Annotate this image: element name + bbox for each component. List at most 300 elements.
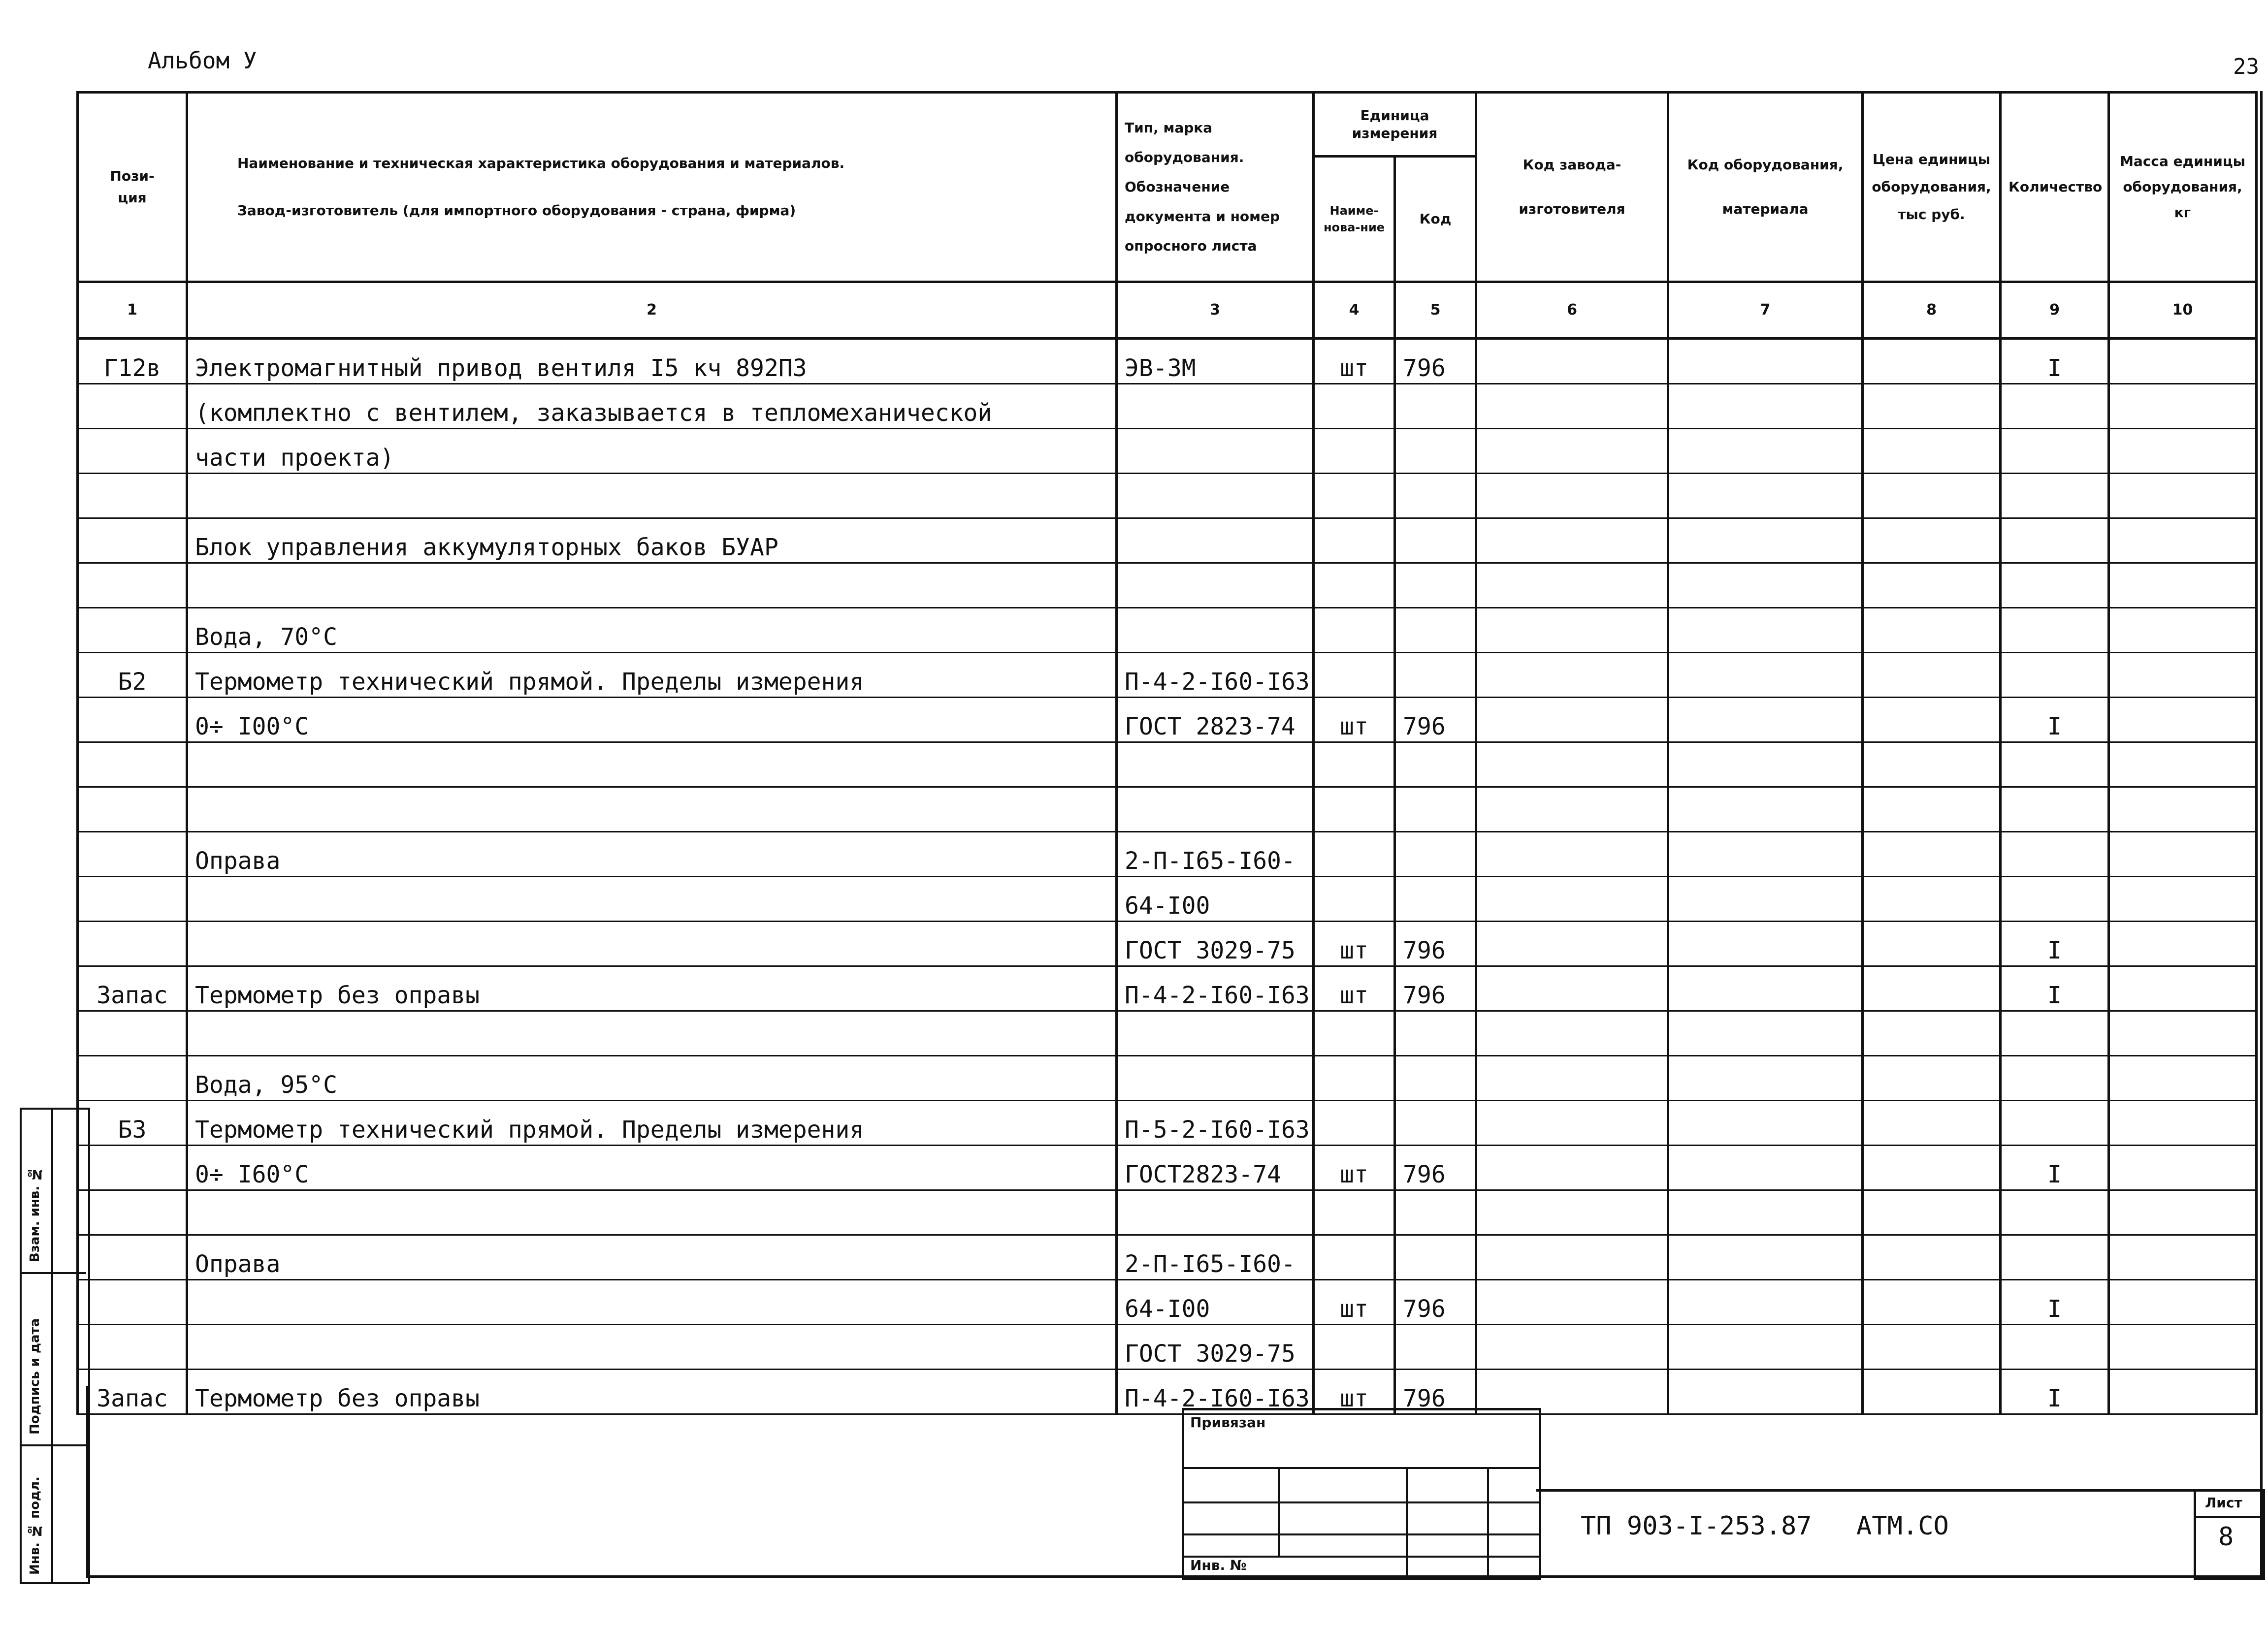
row-unit-code (1395, 563, 1476, 608)
row-mass (2109, 877, 2257, 922)
row-name (187, 1325, 1117, 1370)
row-position (78, 742, 187, 787)
row-name (187, 1190, 1117, 1235)
row-name: Вода, 95°С (187, 1056, 1117, 1101)
row-quantity: I (2001, 1146, 2109, 1190)
column-number: 5 (1395, 282, 1476, 339)
row-name (187, 563, 1117, 608)
row-position (78, 1280, 187, 1325)
row-unit-code (1395, 877, 1476, 922)
row-price (1863, 653, 2001, 698)
table-row (78, 563, 2257, 608)
row-unit-code (1395, 742, 1476, 787)
column-number: 6 (1476, 282, 1668, 339)
header-factory-code: Код завода-изготовителя (1476, 93, 1668, 282)
row-position (78, 474, 187, 518)
row-price (1863, 384, 2001, 429)
header-price: Цена единицы оборудования, тыс руб. (1863, 93, 2001, 282)
row-position (78, 1146, 187, 1190)
table-row (78, 742, 2257, 787)
row-factory-code (1476, 742, 1668, 787)
table-row (78, 653, 2257, 698)
stamp-rule (1184, 1533, 1539, 1535)
column-number-row (78, 282, 2257, 339)
row-unit-code (1395, 653, 1476, 698)
row-quantity (2001, 1056, 2109, 1101)
row-equipment-code (1668, 384, 1863, 429)
row-price (1863, 1325, 2001, 1370)
row-price (1863, 698, 2001, 742)
row-factory-code (1476, 563, 1668, 608)
row-unit: шт (1314, 922, 1395, 966)
row-equipment-code (1668, 474, 1863, 518)
row-unit-code (1395, 1101, 1476, 1146)
row-unit: шт (1314, 1280, 1395, 1325)
row-unit (1314, 1011, 1395, 1056)
table-row (78, 1190, 2257, 1235)
attachment-stamp (1182, 1408, 1541, 1580)
row-type (1117, 563, 1314, 608)
table-row (78, 698, 2257, 742)
row-equipment-code (1668, 518, 1863, 563)
row-quantity (2001, 1101, 2109, 1146)
side-stamp-divider (22, 1444, 86, 1446)
column-number: 8 (1863, 282, 2001, 339)
row-mass (2109, 563, 2257, 608)
row-quantity: I (2001, 339, 2109, 384)
row-position (78, 1056, 187, 1101)
row-equipment-code (1668, 1190, 1863, 1235)
row-name: Термометр без оправы (187, 1370, 1117, 1414)
row-name: Термометр технический прямой. Пределы измерения (187, 1101, 1117, 1146)
column-number: 1 (78, 282, 187, 339)
row-equipment-code (1668, 608, 1863, 653)
row-quantity (2001, 787, 2109, 832)
row-quantity (2001, 1325, 2109, 1370)
stamp-rule (1184, 1501, 1539, 1503)
row-price (1863, 1056, 2001, 1101)
sheet-rule (2196, 1516, 2263, 1518)
row-unit-code (1395, 1235, 1476, 1280)
row-name: 0÷ I00°С (187, 698, 1117, 742)
row-unit (1314, 1101, 1395, 1146)
corner-page-number: 23 (2233, 54, 2259, 79)
row-equipment-code (1668, 832, 1863, 877)
row-type: ГОСТ 3029-75 (1117, 1325, 1314, 1370)
row-quantity (2001, 1235, 2109, 1280)
row-equipment-code (1668, 653, 1863, 698)
table-row (78, 966, 2257, 1011)
row-unit-code (1395, 384, 1476, 429)
row-mass (2109, 1190, 2257, 1235)
row-equipment-code (1668, 787, 1863, 832)
row-unit-code (1395, 832, 1476, 877)
row-factory-code (1476, 474, 1668, 518)
row-price (1863, 1146, 2001, 1190)
row-factory-code (1476, 877, 1668, 922)
row-price (1863, 608, 2001, 653)
row-unit-code: 796 (1395, 1146, 1476, 1190)
header-equipment-code: Код оборудования, материала (1668, 93, 1863, 282)
row-unit: шт (1314, 1146, 1395, 1190)
table-row (78, 877, 2257, 922)
header-mass: Масса единицы оборудования, кг (2109, 93, 2257, 282)
row-type: 64-I00 (1117, 1280, 1314, 1325)
row-name: 0÷ I60°С (187, 1146, 1117, 1190)
row-price (1863, 518, 2001, 563)
row-mass (2109, 429, 2257, 474)
table-row (78, 832, 2257, 877)
row-unit (1314, 1056, 1395, 1101)
title-block-top-line (1536, 1489, 2263, 1492)
row-unit (1314, 518, 1395, 563)
row-factory-code (1476, 832, 1668, 877)
row-name: (комплектно с вентилем, заказывается в тепломеханической (187, 384, 1117, 429)
table-body (78, 339, 2257, 1414)
side-stamp-replace-label: Взам. инв. № (28, 1166, 42, 1262)
column-number: 10 (2109, 282, 2257, 339)
table-row (78, 608, 2257, 653)
row-unit-code (1395, 518, 1476, 563)
row-position (78, 787, 187, 832)
row-unit (1314, 1325, 1395, 1370)
row-equipment-code (1668, 1056, 1863, 1101)
side-stamp-inv-label: Инв. № подл. (28, 1476, 42, 1575)
row-mass (2109, 1325, 2257, 1370)
row-position (78, 922, 187, 966)
table-row (78, 474, 2257, 518)
row-quantity (2001, 563, 2109, 608)
side-stamp-divider (22, 1272, 86, 1274)
frame-bottom-line (86, 1575, 2263, 1578)
stamp-rule (1487, 1467, 1489, 1578)
table-row (78, 922, 2257, 966)
row-mass (2109, 1056, 2257, 1101)
row-name (187, 742, 1117, 787)
row-type: 2-П-I65-I60- (1117, 1235, 1314, 1280)
row-position (78, 563, 187, 608)
table-row (78, 429, 2257, 474)
row-price (1863, 1011, 2001, 1056)
row-price (1863, 1190, 2001, 1235)
row-unit (1314, 742, 1395, 787)
row-type (1117, 429, 1314, 474)
table-row (78, 1056, 2257, 1101)
row-position (78, 518, 187, 563)
row-quantity: I (2001, 698, 2109, 742)
row-factory-code (1476, 966, 1668, 1011)
row-unit (1314, 1190, 1395, 1235)
row-price (1863, 1280, 2001, 1325)
row-unit-code: 796 (1395, 922, 1476, 966)
row-factory-code (1476, 653, 1668, 698)
table-row (78, 787, 2257, 832)
row-price (1863, 1370, 2001, 1414)
row-unit-code (1395, 429, 1476, 474)
side-stamp (20, 1108, 90, 1584)
row-unit-code (1395, 1190, 1476, 1235)
row-mass (2109, 787, 2257, 832)
table-row (78, 1235, 2257, 1280)
row-type (1117, 1011, 1314, 1056)
row-unit-code: 796 (1395, 966, 1476, 1011)
row-mass (2109, 608, 2257, 653)
row-unit-code: 796 (1395, 1370, 1476, 1414)
row-type: 2-П-I65-I60- (1117, 832, 1314, 877)
row-unit-code (1395, 1056, 1476, 1101)
header-unit-name: Наиме-нова-ние (1314, 157, 1395, 282)
row-factory-code (1476, 1190, 1668, 1235)
row-type (1117, 787, 1314, 832)
row-name: Вода, 70°С (187, 608, 1117, 653)
document-number: ТП 903-I-253.87 (1581, 1511, 1812, 1541)
equipment-specification-table (76, 91, 2258, 1415)
row-factory-code (1476, 518, 1668, 563)
row-unit-code (1395, 608, 1476, 653)
row-unit (1314, 384, 1395, 429)
row-price (1863, 563, 2001, 608)
row-type: П-4-2-I60-I63 (1117, 653, 1314, 698)
row-equipment-code (1668, 1146, 1863, 1190)
row-mass (2109, 653, 2257, 698)
row-unit: шт (1314, 698, 1395, 742)
row-unit: шт (1314, 966, 1395, 1011)
row-unit-code: 796 (1395, 339, 1476, 384)
row-unit (1314, 653, 1395, 698)
row-factory-code (1476, 1235, 1668, 1280)
table-row (78, 384, 2257, 429)
row-name (187, 474, 1117, 518)
table-row (78, 518, 2257, 563)
column-number: 9 (2001, 282, 2109, 339)
row-quantity (2001, 653, 2109, 698)
row-quantity: I (2001, 1370, 2109, 1414)
row-factory-code (1476, 1146, 1668, 1190)
row-unit-code (1395, 474, 1476, 518)
row-factory-code (1476, 1056, 1668, 1101)
row-quantity (2001, 1011, 2109, 1056)
sheet-number: 8 (2218, 1522, 2234, 1552)
table-row (78, 1370, 2257, 1414)
row-price (1863, 1101, 2001, 1146)
row-equipment-code (1668, 339, 1863, 384)
row-factory-code (1476, 922, 1668, 966)
row-price (1863, 474, 2001, 518)
row-factory-code (1476, 1101, 1668, 1146)
row-name: части проекта) (187, 429, 1117, 474)
row-equipment-code (1668, 1370, 1863, 1414)
row-type: ГОСТ 3029-75 (1117, 922, 1314, 966)
row-type: П-4-2-I60-I63 (1117, 966, 1314, 1011)
row-mass (2109, 966, 2257, 1011)
row-name: Электромагнитный привод вентиля I5 кч 892П3 (187, 339, 1117, 384)
header-unit: Единица измерения (1314, 93, 1476, 157)
row-equipment-code (1668, 1011, 1863, 1056)
row-price (1863, 742, 2001, 787)
row-equipment-code (1668, 1325, 1863, 1370)
row-mass (2109, 1370, 2257, 1414)
row-factory-code (1476, 1325, 1668, 1370)
row-quantity (2001, 742, 2109, 787)
row-mass (2109, 698, 2257, 742)
row-unit-code: 796 (1395, 698, 1476, 742)
row-unit-code: 796 (1395, 1280, 1476, 1325)
row-mass (2109, 1011, 2257, 1056)
column-number: 2 (187, 282, 1117, 339)
row-price (1863, 429, 2001, 474)
stamp-rule (1184, 1467, 1539, 1469)
row-price (1863, 966, 2001, 1011)
row-name: Оправа (187, 832, 1117, 877)
row-factory-code (1476, 1011, 1668, 1056)
row-quantity (2001, 608, 2109, 653)
table-row (78, 1011, 2257, 1056)
row-factory-code (1476, 384, 1668, 429)
row-type (1117, 384, 1314, 429)
row-unit: шт (1314, 339, 1395, 384)
row-factory-code (1476, 429, 1668, 474)
table-row (78, 1146, 2257, 1190)
header-type: Тип, марка оборудования. Обозначение документа и номер опросного листа (1117, 93, 1314, 282)
row-price (1863, 1235, 2001, 1280)
row-type (1117, 1056, 1314, 1101)
inv-number-label: Инв. № (1190, 1557, 1247, 1573)
column-number: 3 (1117, 282, 1314, 339)
row-position (78, 429, 187, 474)
row-mass (2109, 1101, 2257, 1146)
row-unit (1314, 563, 1395, 608)
row-position: Запас (78, 1370, 187, 1414)
row-price (1863, 922, 2001, 966)
row-unit (1314, 608, 1395, 653)
row-quantity (2001, 474, 2109, 518)
stamp-rule (1406, 1467, 1408, 1578)
row-mass (2109, 384, 2257, 429)
attached-label: Привязан (1190, 1414, 1266, 1431)
row-position (78, 1190, 187, 1235)
stamp-rule (1278, 1467, 1280, 1556)
header-name-line2: Завод-изготовитель (для импортного оборудования - страна, фирма) (237, 202, 796, 219)
row-type (1117, 1190, 1314, 1235)
row-quantity (2001, 832, 2109, 877)
row-mass (2109, 832, 2257, 877)
row-quantity: I (2001, 966, 2109, 1011)
row-equipment-code (1668, 877, 1863, 922)
row-position (78, 1011, 187, 1056)
row-quantity (2001, 518, 2109, 563)
row-factory-code (1476, 1280, 1668, 1325)
row-unit (1314, 474, 1395, 518)
row-price (1863, 832, 2001, 877)
row-equipment-code (1668, 1280, 1863, 1325)
row-type (1117, 474, 1314, 518)
row-equipment-code (1668, 1235, 1863, 1280)
row-factory-code (1476, 1370, 1668, 1414)
row-position (78, 1325, 187, 1370)
row-factory-code (1476, 698, 1668, 742)
row-unit-code (1395, 787, 1476, 832)
row-mass (2109, 1235, 2257, 1280)
row-quantity: I (2001, 1280, 2109, 1325)
row-mass (2109, 1280, 2257, 1325)
header-row (78, 93, 2257, 157)
row-equipment-code (1668, 429, 1863, 474)
header-quantity: Количество (2001, 93, 2109, 282)
row-equipment-code (1668, 922, 1863, 966)
row-position: Б2 (78, 653, 187, 698)
row-unit: шт (1314, 1370, 1395, 1414)
document-code: АТМ.СО (1856, 1511, 1949, 1541)
row-unit (1314, 429, 1395, 474)
header-name (187, 93, 1117, 282)
row-type: П-4-2-I60-I63 (1117, 1370, 1314, 1414)
row-name (187, 877, 1117, 922)
row-position: Г12в (78, 339, 187, 384)
row-type: ГОСТ 2823-74 (1117, 698, 1314, 742)
table-row (78, 339, 2257, 384)
column-number: 4 (1314, 282, 1395, 339)
row-price (1863, 877, 2001, 922)
row-type (1117, 608, 1314, 653)
row-equipment-code (1668, 1101, 1863, 1146)
row-position (78, 384, 187, 429)
row-unit (1314, 877, 1395, 922)
row-mass (2109, 1146, 2257, 1190)
row-factory-code (1476, 608, 1668, 653)
sheet-box (2194, 1489, 2265, 1580)
row-unit-code (1395, 1325, 1476, 1370)
row-price (1863, 787, 2001, 832)
row-type (1117, 742, 1314, 787)
row-position: Б3 (78, 1101, 187, 1146)
header-position: Пози- ция (78, 93, 187, 282)
row-equipment-code (1668, 563, 1863, 608)
row-name (187, 1011, 1117, 1056)
row-name: Оправа (187, 1235, 1117, 1280)
row-quantity (2001, 1190, 2109, 1235)
row-equipment-code (1668, 698, 1863, 742)
row-unit (1314, 832, 1395, 877)
row-name (187, 922, 1117, 966)
frame-right-line (2260, 91, 2263, 1578)
header-name-line1: Наименование и техническая характеристика оборудования и материалов. (237, 155, 845, 171)
row-name (187, 1280, 1117, 1325)
row-quantity (2001, 384, 2109, 429)
table-row (78, 1101, 2257, 1146)
row-position (78, 1235, 187, 1280)
row-position (78, 698, 187, 742)
row-position: Запас (78, 966, 187, 1011)
row-quantity: I (2001, 922, 2109, 966)
row-equipment-code (1668, 966, 1863, 1011)
column-number: 7 (1668, 282, 1863, 339)
row-mass (2109, 339, 2257, 384)
header-unit-code: Код (1395, 157, 1476, 282)
row-name: Термометр технический прямой. Пределы измерения (187, 653, 1117, 698)
table-row (78, 1325, 2257, 1370)
album-label: Альбом У (148, 47, 257, 74)
table-row (78, 1280, 2257, 1325)
row-factory-code (1476, 339, 1668, 384)
side-stamp-signature-label: Подпись и дата (28, 1318, 42, 1435)
row-equipment-code (1668, 742, 1863, 787)
row-unit (1314, 787, 1395, 832)
row-name: Термометр без оправы (187, 966, 1117, 1011)
row-mass (2109, 474, 2257, 518)
row-quantity (2001, 429, 2109, 474)
row-mass (2109, 742, 2257, 787)
row-name: Блок управления аккумуляторных баков БУАР (187, 518, 1117, 563)
